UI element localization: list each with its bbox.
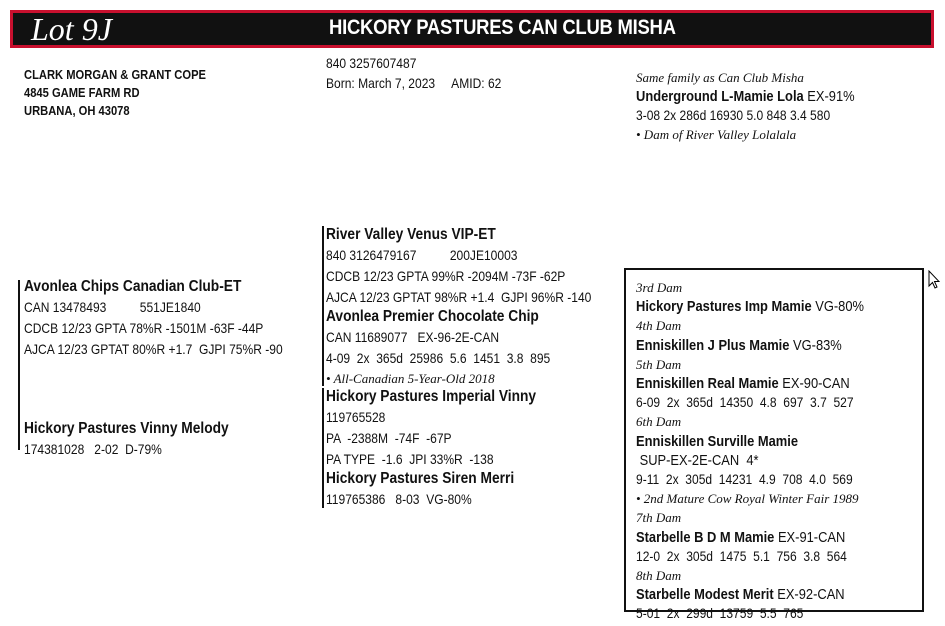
mouse-cursor-icon xyxy=(928,270,940,290)
family-block xyxy=(636,68,890,144)
dam-line1: 174381028 2-02 D-79% xyxy=(24,441,162,457)
dam-sire-block xyxy=(326,387,570,470)
dam8-label: 8th Dam xyxy=(636,568,682,584)
lot-number: Lot 9J xyxy=(31,11,112,47)
sire-dam-block xyxy=(326,307,587,389)
dam-block xyxy=(24,419,262,460)
parents-bracket-line xyxy=(18,280,20,450)
family-cow-score: EX-91% xyxy=(803,88,855,105)
dam4-entry xyxy=(636,336,842,355)
dam3-label: 3rd Dam xyxy=(636,280,683,295)
dam7-record: 12-0 2x 305d 1475 5.1 756 3.8 564 xyxy=(636,547,847,564)
dam5-score: EX-90-CAN xyxy=(778,375,850,393)
dam3-name: Hickory Pastures Imp Mamie xyxy=(636,298,812,316)
dam8-score: EX-92-CAN xyxy=(773,586,845,604)
sire-dam-note: • All-Canadian 5-Year-Old 2018 xyxy=(326,371,495,386)
family-cow xyxy=(636,87,855,106)
family-record: 3-08 2x 286d 16930 5.0 848 3.4 580 xyxy=(636,107,831,123)
family-cow-name: Underground L-Mamie Lola xyxy=(636,88,804,105)
registration-block xyxy=(326,53,530,93)
dam-dam-bracket-line xyxy=(322,468,324,508)
dam-dam-name: Hickory Pastures Siren Merri xyxy=(326,470,515,487)
dam6-record: 9-11 2x 305d 14231 4.9 708 4.0 569 xyxy=(636,471,853,488)
sire-block xyxy=(24,277,325,360)
owner-block xyxy=(24,66,236,120)
dam3-score: VG-80% xyxy=(811,298,865,316)
registration-number: 840 3257607487 xyxy=(326,55,417,71)
owner-street: 4845 GAME FARM RD xyxy=(24,85,140,100)
sire-dam-line2: 4-09 2x 365d 25986 5.6 1451 3.8 895 xyxy=(326,350,551,366)
female-family-box xyxy=(624,268,924,622)
dam4-label: 4th Dam xyxy=(636,318,682,334)
dam8-record: 5-01 2x 299d 13759 5.5 765 xyxy=(636,605,804,622)
dam5-record: 6-09 2x 365d 14350 4.8 697 3.7 527 xyxy=(636,394,854,411)
dam7-label: 7th Dam xyxy=(636,510,682,526)
owner-name: CLARK MORGAN & GRANT COPE xyxy=(24,67,206,82)
amid: AMID: 62 xyxy=(451,75,502,91)
dam6-score: SUP-EX-2E-CAN 4* xyxy=(636,451,759,469)
dam7-score: EX-91-CAN xyxy=(774,528,846,546)
birth-date: Born: March 7, 2023 xyxy=(326,75,436,91)
dam5-label: 5th Dam xyxy=(636,356,682,372)
sire-name: Avonlea Chips Canadian Club-ET xyxy=(24,278,242,295)
sire-sire-name: River Valley Venus VIP-ET xyxy=(326,226,496,243)
dam-dam-line1: 119765386 8-03 VG-80% xyxy=(326,491,472,507)
dam6-name: Enniskillen Surville Mamie xyxy=(636,432,799,450)
dam7-entry xyxy=(636,528,845,547)
dam-dam-block xyxy=(326,469,545,510)
sire-sire-block xyxy=(326,225,635,308)
dam5-name: Enniskillen Real Mamie xyxy=(636,375,779,393)
owner-city: URBANA, OH 43078 xyxy=(24,103,130,118)
dam7-name: Starbelle B D M Mamie xyxy=(636,528,775,546)
dam-sire-line2: PA -2388M -74F -67P xyxy=(326,430,452,446)
box-content xyxy=(636,278,922,624)
dam-sire-line3: PA TYPE -1.6 JPI 33%R -138 xyxy=(326,451,494,467)
animal-title: HICKORY PASTURES CAN CLUB MISHA xyxy=(329,16,676,39)
dam-sire-line1: 119765528 xyxy=(326,409,386,425)
dam3-entry xyxy=(636,297,864,316)
sire-sire-line1: 840 3126479167 200JE10003 xyxy=(326,247,518,263)
sire-dam-line1: CAN 11689077 EX-96-2E-CAN xyxy=(326,329,500,345)
dam6-entry xyxy=(636,432,882,470)
birth-amid-line xyxy=(326,73,501,93)
sire-line3: AJCA 12/23 GPTAT 80%R +1.7 GJPI 75%R -90 xyxy=(24,341,283,357)
family-intro: Same family as Can Club Misha xyxy=(636,70,804,85)
header-inner xyxy=(13,13,931,45)
dam-sire-bracket-line xyxy=(322,388,324,468)
header-bar xyxy=(10,10,934,48)
sire-sire-line3: AJCA 12/23 GPTAT 98%R +1.4 GJPI 96%R -140 xyxy=(326,289,592,305)
sire-line1: CAN 13478493 551JE1840 xyxy=(24,299,201,315)
dam6-note: • 2nd Mature Cow Royal Winter Fair 1989 xyxy=(636,491,859,507)
sire-sire-line2: CDCB 12/23 GPTA 99%R -2094M -73F -62P xyxy=(326,268,566,284)
dam-sire-name: Hickory Pastures Imperial Vinny xyxy=(326,388,537,405)
dam8-entry xyxy=(636,585,845,604)
sire-dam-name: Avonlea Premier Chocolate Chip xyxy=(326,308,539,325)
dam-name: Hickory Pastures Vinny Melody xyxy=(24,420,229,437)
dam4-score: VG-83% xyxy=(789,336,842,354)
sire-line2: CDCB 12/23 GPTA 78%R -1501M -63F -44P xyxy=(24,320,264,336)
dam8-name: Starbelle Modest Merit xyxy=(636,586,774,604)
dam5-entry xyxy=(636,374,850,393)
dam4-name: Enniskillen J Plus Mamie xyxy=(636,336,790,354)
family-note: • Dam of River Valley Lolalala xyxy=(636,127,797,142)
dam6-label: 6th Dam xyxy=(636,414,682,430)
